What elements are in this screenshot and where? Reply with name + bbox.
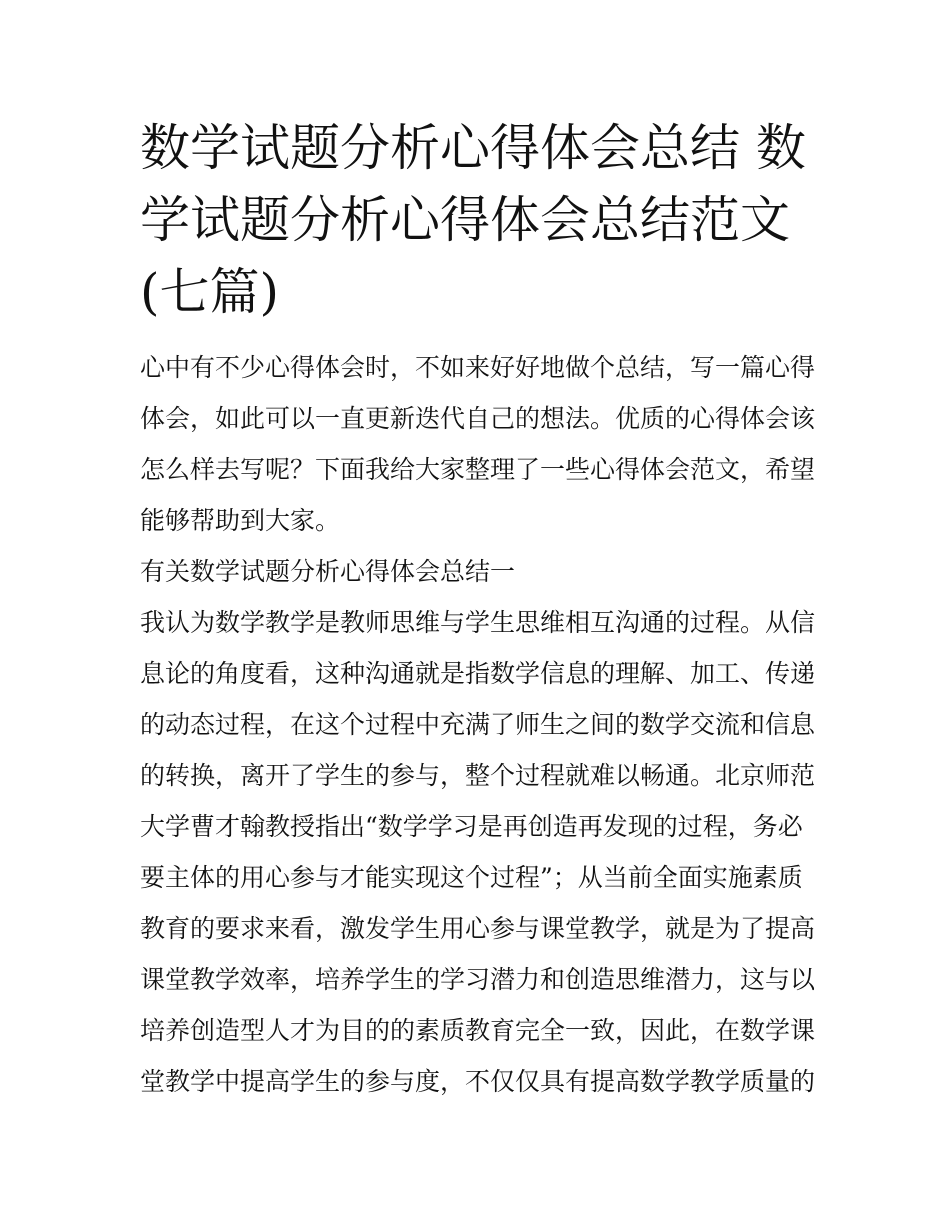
title-line: 数学试题分析心得体会总结 数: [140, 119, 806, 177]
paragraph-line: 体会，如此可以一直更新迭代自己的想法。优质的心得体会该: [140, 404, 816, 433]
paragraph-line: 我认为数学教学是教师思维与学生思维相互沟通的过程。从信: [140, 608, 816, 637]
paragraph-line: 能够帮助到大家。: [140, 506, 341, 535]
title-line: (七篇): [140, 263, 280, 321]
section-paragraph: [140, 597, 816, 1107]
paragraph-line: 培养创造型人才为目的的素质教育完全一致，因此，在数学课: [140, 1016, 816, 1045]
section-heading: [140, 546, 812, 597]
document-title: [140, 112, 812, 328]
section-heading-text: 有关数学试题分析心得体会总结一: [140, 557, 516, 586]
intro-paragraph: [140, 342, 816, 546]
document-page: [140, 112, 816, 1107]
paragraph-line: 要主体的用心参与才能实现这个过程”；从当前全面实施素质: [140, 863, 803, 892]
paragraph-line: 教育的要求来看，激发学生用心参与课堂教学，就是为了提高: [140, 914, 816, 943]
paragraph-line: 大学曹才翰教授指出“数学学习是再创造再发现的过程，务必: [140, 812, 803, 841]
paragraph-line: 心中有不少心得体会时，不如来好好地做个总结，写一篇心得: [140, 353, 816, 382]
paragraph-line: 的转换，离开了学生的参与，整个过程就难以畅通。北京师范: [140, 761, 816, 790]
title-line: 学试题分析心得体会总结范文: [140, 191, 790, 249]
paragraph-line: 息论的角度看，这种沟通就是指数学信息的理解、加工、传递: [140, 659, 816, 688]
paragraph-line: 的动态过程，在这个过程中充满了师生之间的数学交流和信息: [140, 710, 816, 739]
paragraph-line: 课堂教学效率，培养学生的学习潜力和创造思维潜力，这与以: [140, 965, 816, 994]
paragraph-line: 怎么样去写呢？下面我给大家整理了一些心得体会范文，希望: [140, 455, 816, 484]
paragraph-line: 堂教学中提高学生的参与度，不仅仅具有提高数学教学质量的: [140, 1067, 816, 1096]
